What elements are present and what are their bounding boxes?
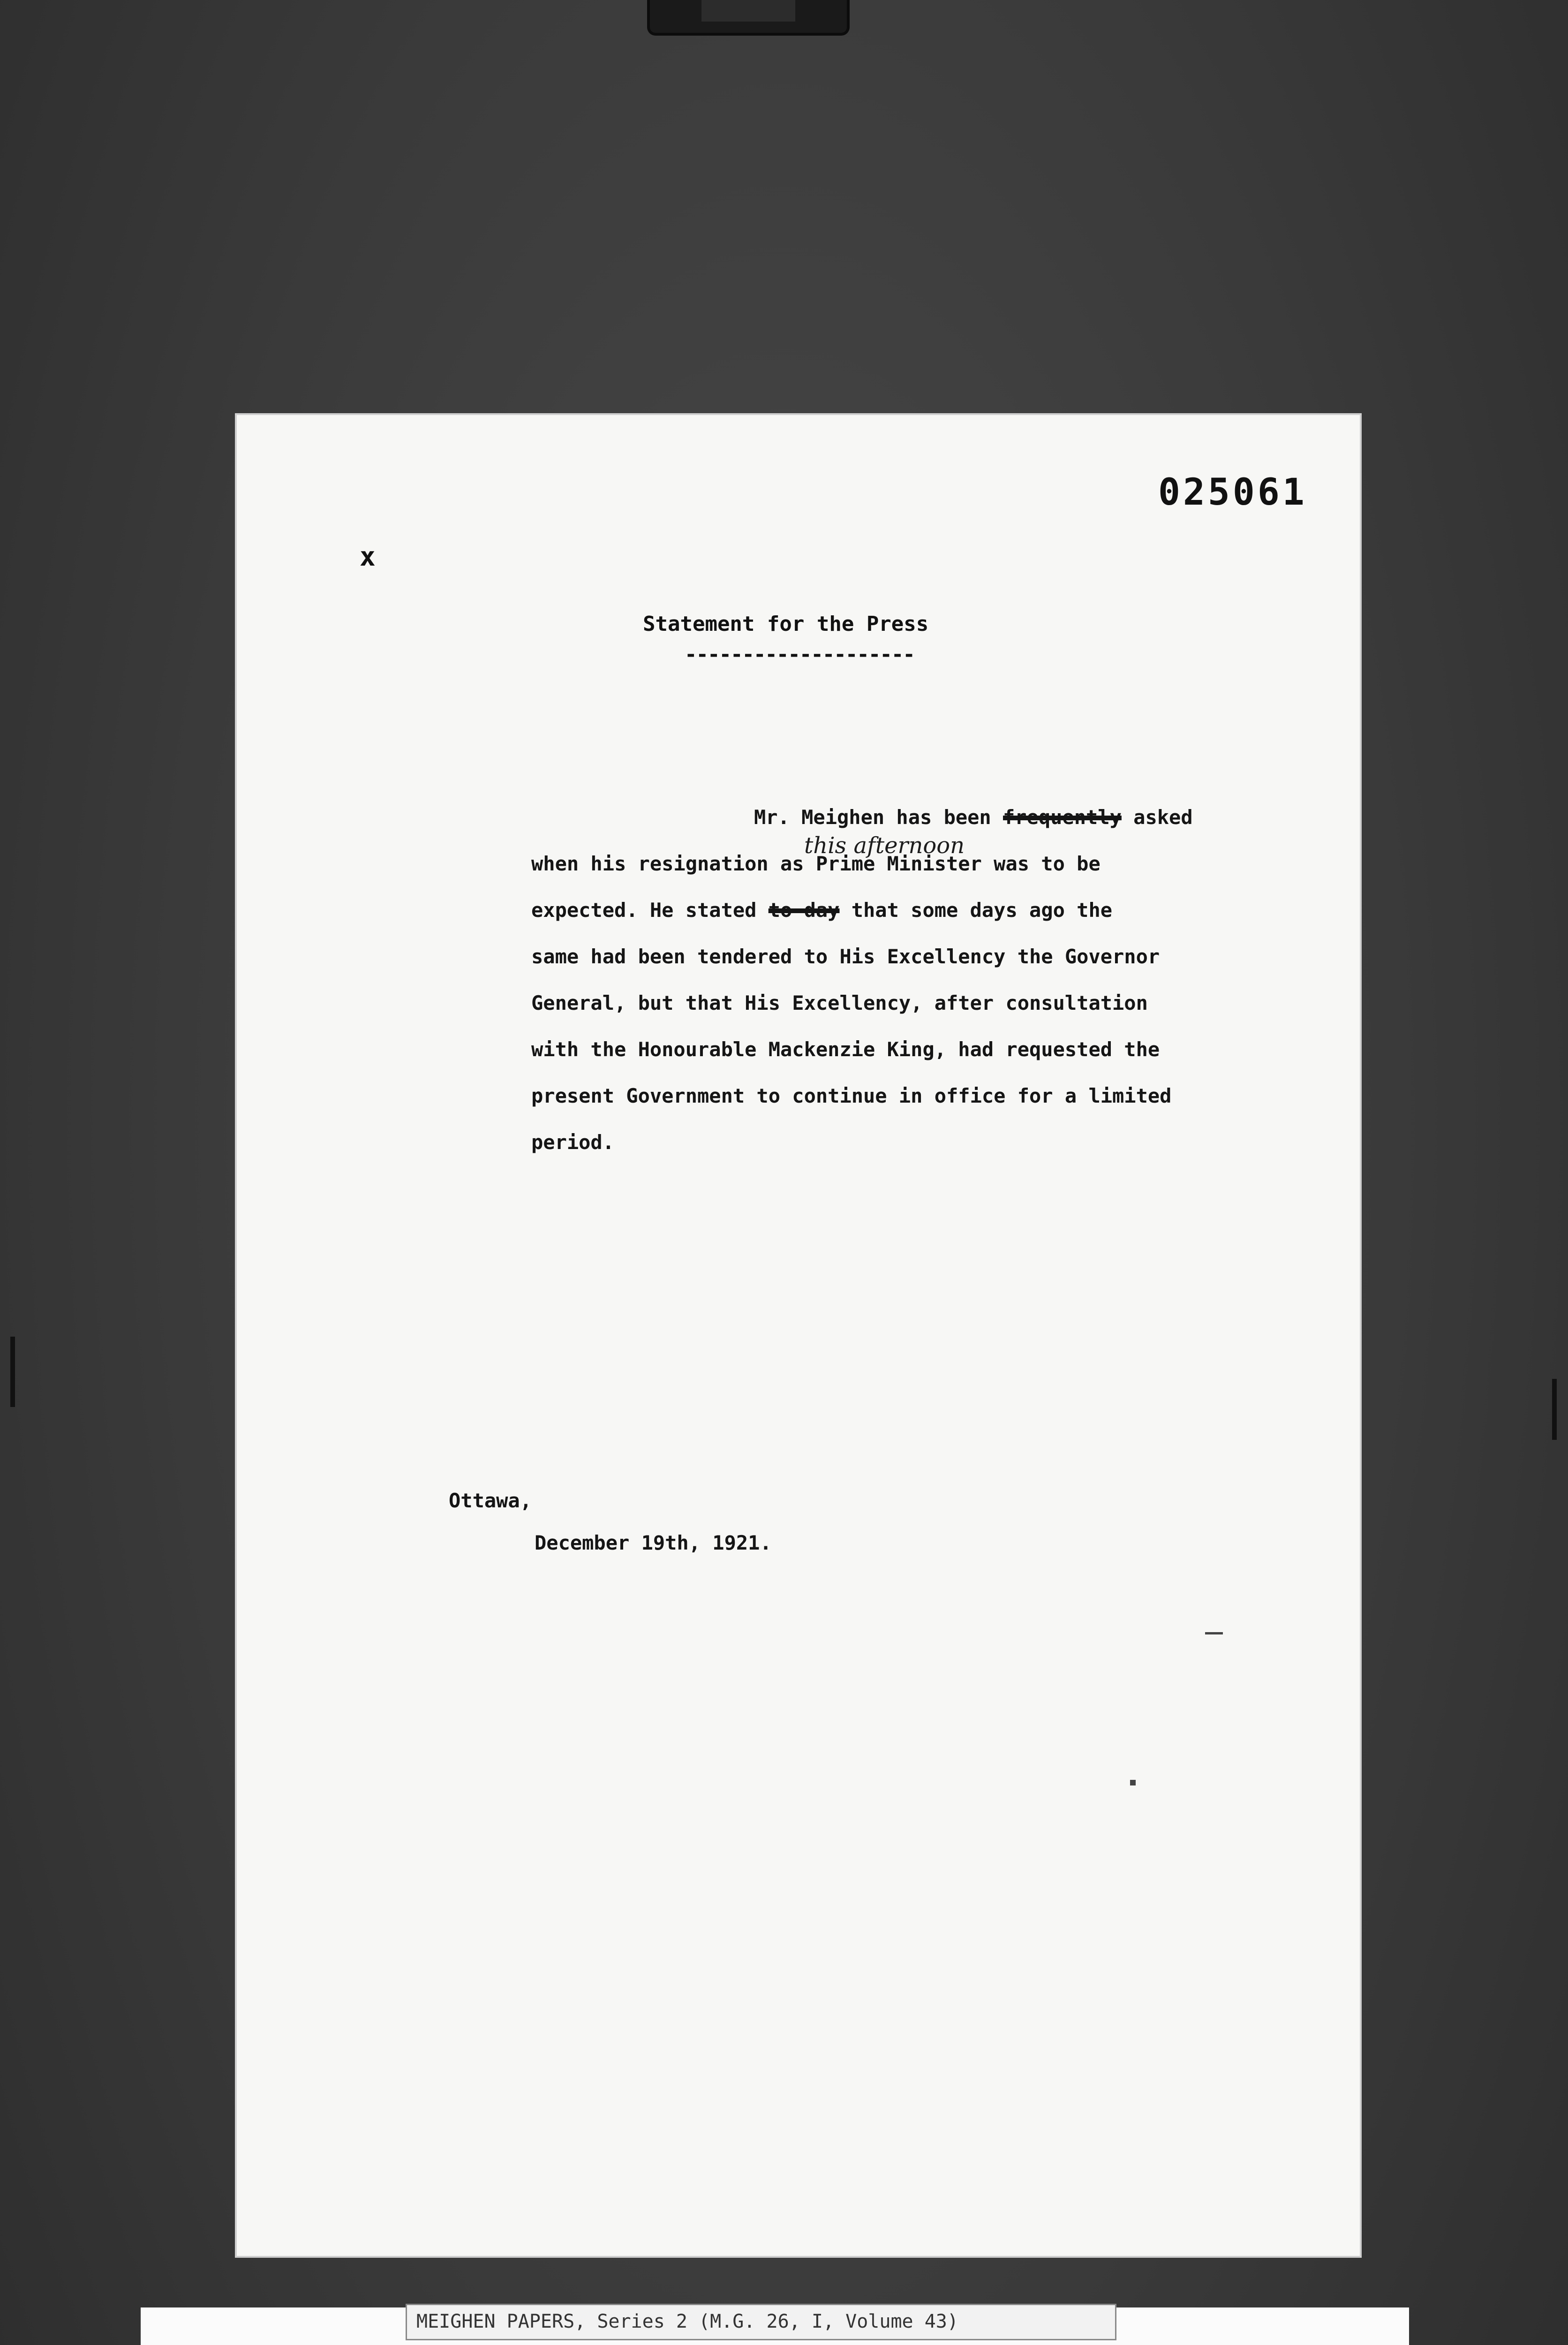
body-line: present Government to continue in office for a limited — [531, 1084, 1172, 1107]
body-line: same had been tendered to His Excellency the Governor — [531, 945, 1160, 968]
document-page: 025061 x Statement for the Press -------------------- this afternoon Mr. Meighen has been frequently asked when his resignation as Prime Minister was to be expected. He stated to-day that some days ago the same had been tendered to His Excellency the Governor General, but that His Excellency, after consultation with the Honourable Mackenzie King, had requested the present Government to continue in office for a limited period. Ottawa, December 19th, 1921. — [237, 415, 1360, 2256]
call-number-tag — [406, 2304, 1116, 2340]
handwritten-insertion: this afternoon — [804, 832, 965, 859]
body-line: General, but that His Excellency, after consultation — [531, 991, 1148, 1014]
body-line: expected. He stated to-day that some days ago the — [531, 899, 1113, 922]
top-clip — [647, 0, 850, 36]
document-title: Statement for the Press — [643, 612, 929, 636]
struck-word: frequently — [1003, 806, 1122, 829]
body-line: period. — [531, 1131, 615, 1154]
statement-body — [531, 794, 1328, 1165]
archive-label-card — [141, 2307, 1409, 2345]
call-number: MEIGHEN PAPERS, Series 2 (M.G. 26, I, Volume 43) — [416, 2311, 958, 2332]
body-line: with the Honourable Mackenzie King, had requested the — [531, 1038, 1160, 1061]
place-line: Ottawa, — [449, 1489, 532, 1512]
struck-word: to-day — [768, 899, 840, 922]
edge-mark-left — [10, 1337, 15, 1407]
edge-mark-right — [1552, 1379, 1557, 1440]
body-line: Mr. Meighen has been frequently asked — [754, 806, 1193, 829]
stray-mark — [1130, 1780, 1136, 1785]
date-line: December 19th, 1921. — [535, 1531, 772, 1554]
margin-mark: x — [360, 542, 376, 572]
body-line: when his resignation as Prime Minister was to be — [531, 852, 1101, 875]
top-clip-inner — [701, 0, 795, 22]
stray-mark — [1205, 1632, 1223, 1634]
title-underline: -------------------- — [685, 643, 914, 666]
